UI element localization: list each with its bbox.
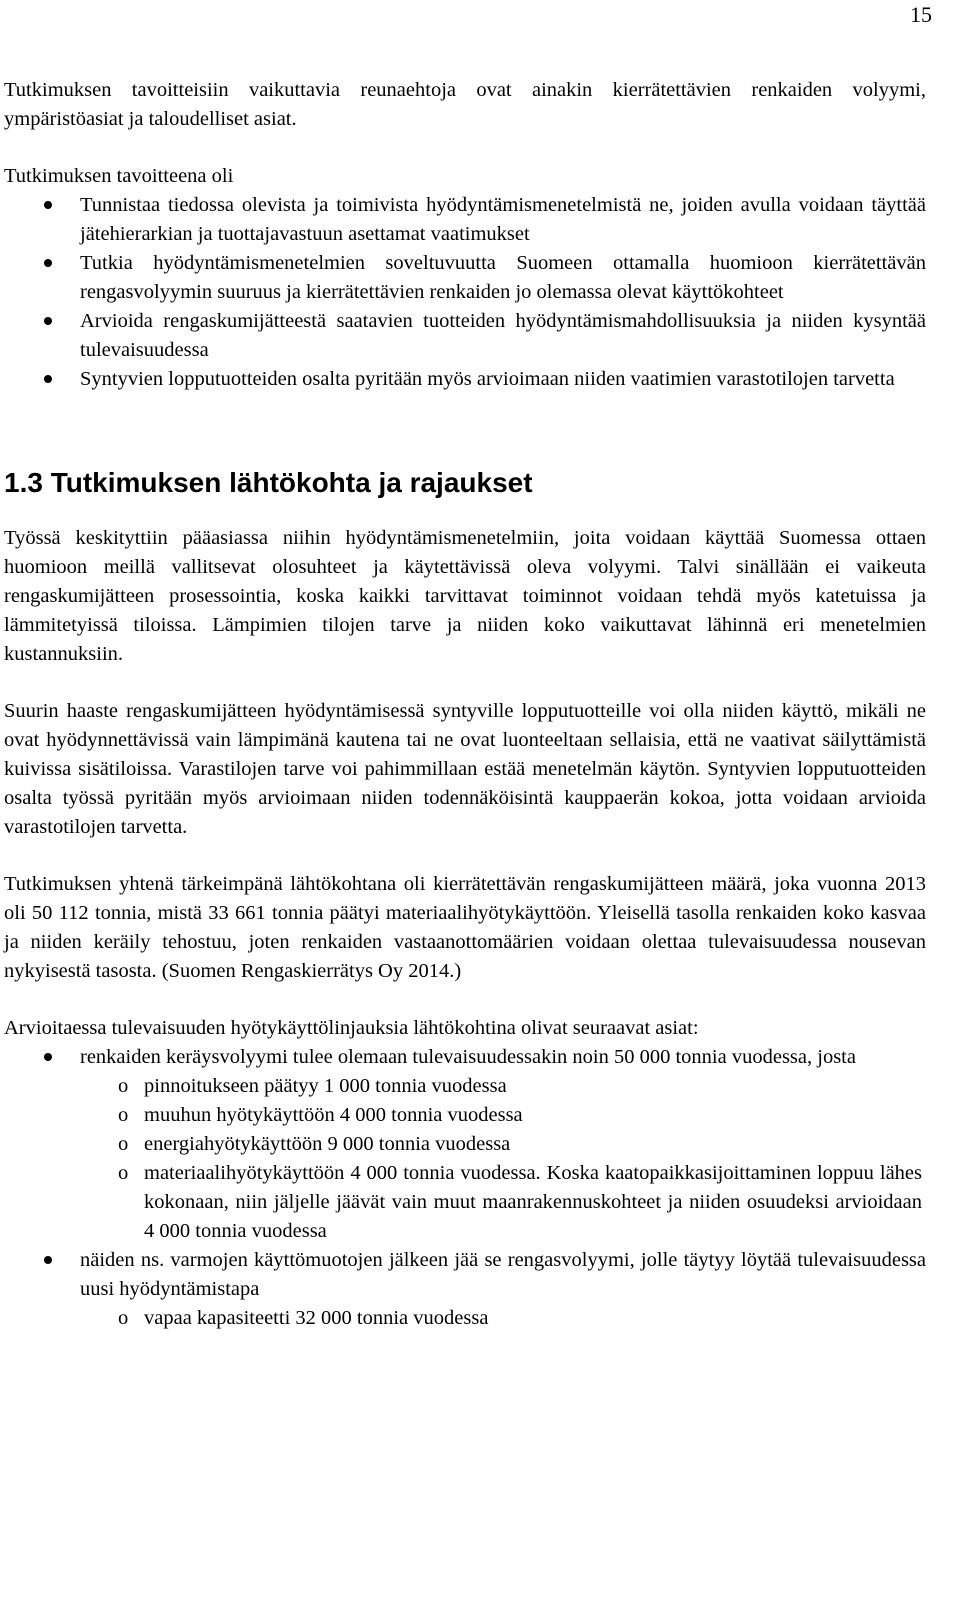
list-item <box>4 307 926 365</box>
assumptions-lead: Arvioitaessa tulevaisuuden hyötykäyttölinjauksia lähtökohtina olivat seuraavat asiat: <box>4 1017 699 1039</box>
sub-list <box>80 1304 926 1333</box>
goal-text: Tunnistaa tiedossa olevista ja toimivista hyödyntämismenetelmistä ne, joiden avulla voidaan täyttää jätehierarkian ja tuottajavastuun asettamat vaatimukset <box>80 194 926 245</box>
assumptions-list <box>4 1043 926 1333</box>
sub-item-text: materiaalihyötykäyttöön 4 000 tonnia vuodessa. Koska kaatopaikkasijoittaminen loppuu lähes kokonaan, niin jäljelle jäävät vain muut maanrakennuskohteet ja niiden osuudeksi arvioidaan 4 000 tonnia vuodessa <box>144 1162 922 1242</box>
assumption-text: näiden ns. varmojen käyttömuotojen jälkeen jää se rengasvolyymi, jolle täytyy löytää tulevaisuudessa uusi hyödyntämistapa <box>80 1249 926 1300</box>
intro-paragraph: Tutkimuksen tavoitteisiin vaikuttavia reunaehtoja ovat ainakin kierrätettävien renkaiden volyymi, ympäristöasiat ja taloudelliset asiat. <box>4 79 926 130</box>
circle-bullet-icon: o <box>118 1133 129 1155</box>
list-item <box>4 1043 926 1246</box>
sub-item-text: pinnoitukseen päätyy 1 000 tonnia vuodessa <box>144 1075 507 1097</box>
list-item <box>4 191 926 249</box>
circle-bullet-icon: o <box>118 1104 129 1126</box>
body-paragraph: Suurin haaste rengaskumijätteen hyödyntämisessä syntyville lopputuotteille voi olla niiden käyttö, mikäli ne ovat hyödynnettävissä vain lämpimänä kautena tai ne ovat luonteeltaan sellaisia, että ne vaativat säilyttämistä kuivissa sisätiloissa. Varastilojen tarve voi pahimmillaan estää menetelmän käytön. Syntyvien lopputuotteiden osalta työssä pyritään myös arvioimaan niiden todennäköisintä kauppaerän kokoa, jotta voidaan arvioida varastotilojen tarvetta. <box>4 700 926 838</box>
page-number: 15 <box>910 2 932 27</box>
sub-list-item <box>80 1072 926 1101</box>
goal-text: Arvioida rengaskumijätteestä saatavien tuotteiden hyödyntämismahdollisuuksia ja niiden kysyntää tulevaisuudessa <box>80 310 926 361</box>
list-item <box>4 249 926 307</box>
sub-list-item <box>80 1130 926 1159</box>
goal-text: Syntyvien lopputuotteiden osalta pyritään myös arvioimaan niiden vaatimien varastotilojen tarvetta <box>80 368 895 390</box>
sub-list-item <box>80 1159 926 1246</box>
goal-text: Tutkia hyödyntämismenetelmien soveltuvuutta Suomeen ottamalla huomioon kierrätettävän rengasvolyymin suuruus ja kierrätettävien renkaiden jo olemassa olevat käyttökohteet <box>80 252 926 303</box>
circle-bullet-icon: o <box>118 1307 129 1329</box>
sub-item-text: vapaa kapasiteetti 32 000 tonnia vuodessa <box>144 1307 489 1329</box>
bullet-icon <box>38 1246 58 1275</box>
bullet-icon <box>38 249 58 278</box>
goals-list <box>4 191 926 394</box>
page-content <box>4 76 926 1333</box>
assumption-text: renkaiden keräysvolyymi tulee olemaan tulevaisuudessakin noin 50 000 tonnia vuodessa, josta <box>80 1046 856 1068</box>
bullet-icon <box>38 365 58 394</box>
list-item <box>4 1246 926 1333</box>
circle-bullet-icon: o <box>118 1075 129 1097</box>
goals-lead: Tutkimuksen tavoitteena oli <box>4 165 234 187</box>
sub-item-text: energiahyötykäyttöön 9 000 tonnia vuodessa <box>144 1133 511 1155</box>
bullet-icon <box>38 1043 58 1072</box>
bullet-icon <box>38 191 58 220</box>
bullet-icon <box>38 307 58 336</box>
sub-item-text: muuhun hyötykäyttöön 4 000 tonnia vuodessa <box>144 1104 523 1126</box>
section-heading: 1.3 Tutkimuksen lähtökohta ja rajaukset <box>4 467 533 498</box>
sub-list <box>80 1072 926 1246</box>
sub-list-item <box>80 1101 926 1130</box>
circle-bullet-icon: o <box>118 1162 129 1184</box>
list-item <box>4 365 926 394</box>
body-paragraph: Tutkimuksen yhtenä tärkeimpänä lähtökohtana oli kierrätettävän rengaskumijätteen määrä, joka vuonna 2013 oli 50 112 tonnia, mistä 33 661 tonnia päätyi materiaalihyötykäyttöön. Yleisellä tasolla renkaiden koko kasvaa ja niiden keräily tehostuu, joten renkaiden vastaanottomäärien voidaan olettaa tulevaisuudessa nousevan nykyisestä tasosta. (Suomen Rengaskierrätys Oy 2014.) <box>4 873 926 982</box>
sub-list-item <box>80 1304 926 1333</box>
body-paragraph: Työssä keskityttiin pääasiassa niihin hyödyntämismenetelmiin, joita voidaan käyttää Suomessa ottaen huomioon meillä vallitsevat olosuhteet ja käytettävissä oleva volyymi. Talvi sinällään ei vaikeuta rengaskumijätteen prosessointia, koska kaikki tarvittavat toiminnot voidaan tehdä myös katetuissa ja lämmitetyissä tiloissa. Lämpimien tilojen tarve ja niiden koko vaikuttavat lähinnä eri menetelmien kustannuksiin. <box>4 527 926 665</box>
